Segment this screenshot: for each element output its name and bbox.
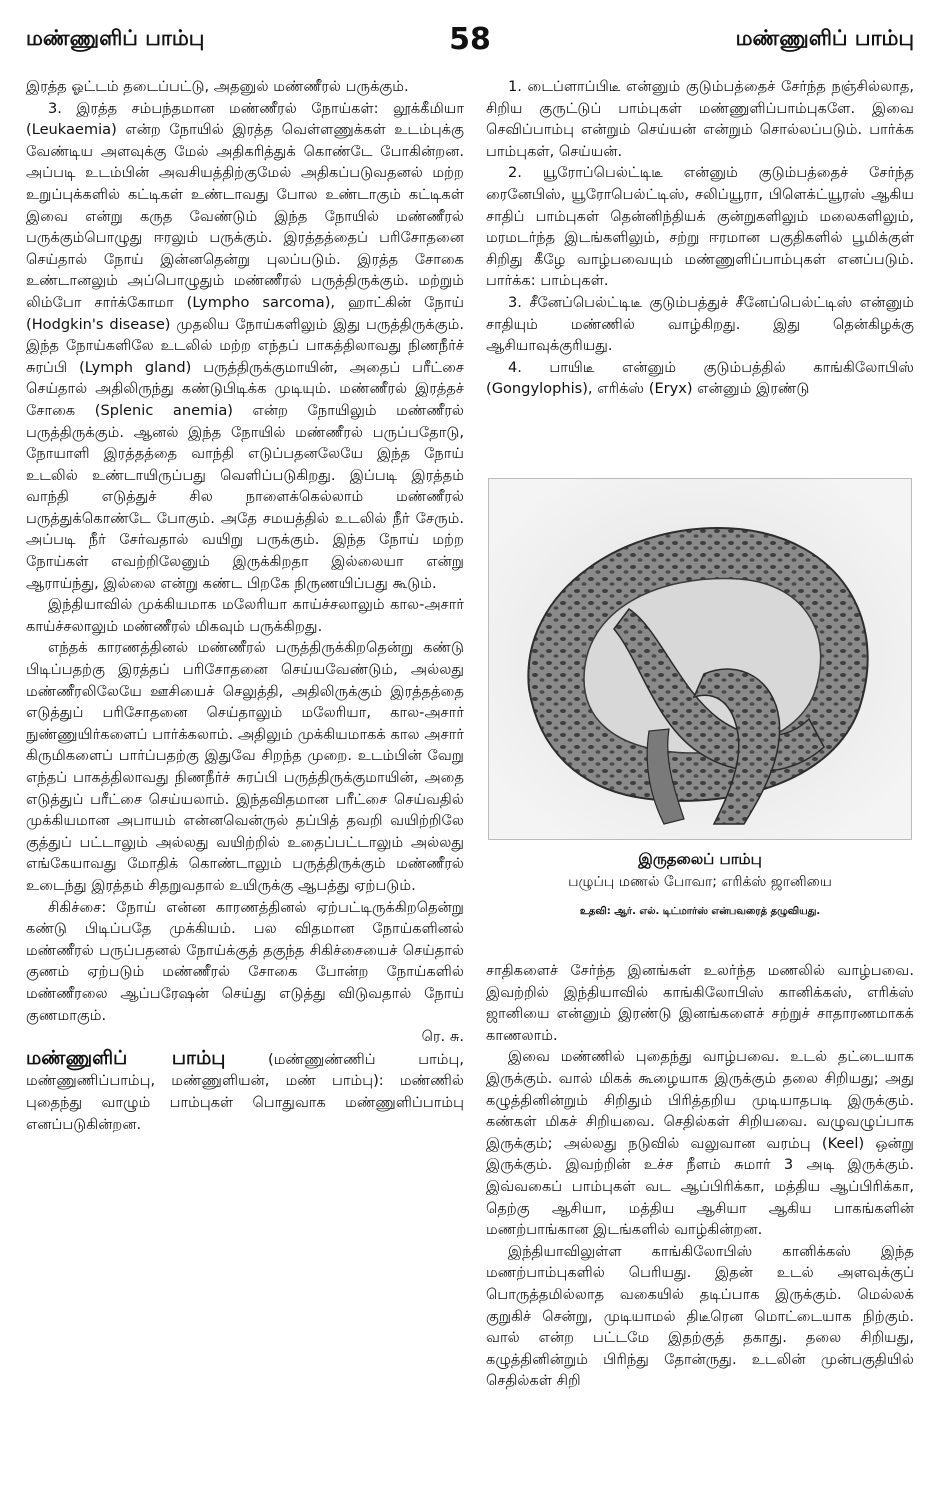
coiled-snake-illustration — [489, 479, 911, 839]
paragraph: 3. சீனேப்பெல்ட்டிடீ குடும்பத்துச் சீனேப்பெல்ட்டிஸ் என்னும் சாதியும் மண்ணில் வாழ்கிறது. இது தென்கிழக்கு ஆசியாவுக்குரியது. — [486, 293, 914, 355]
entry-text: மண்ணில் புதைந்து வாழும் பாம்புகள் பொதுவாக மண்ணுளிப்பாம்பு எனப்படுகின்றன. — [26, 1072, 464, 1133]
paragraph: எந்தக் காரணத்தினல் மண்ணீரல் பருத்திருக்கிறதென்று கண்டு பிடிப்பதற்கு இரத்தப் பரிசோதனை செய்யவேண்டும், அல்லது மண்ணீரலிலேயே ஊசியைச் செலுத்தி, அதிலிருக்கும் இரத்தத்தை எடுத்துப் பரிசோதனை செய்தாலும் மலேரியா, கால-அசார் நுண்ணுயிர்களைப் பார்க்கலாம். அதிலும் முக்கியமாகக் கால அசார் கிருமிகளைப் பார்ப்பதற்கு இதுவே சிறந்த முறை. உடம்பின் வேறு எந்தப் பாகத்திலாவது நிணநீர்ச் சுரப்பி பருத்திருக்குமாயின், அதை எடுத்துப் பரீட்சை செய்யலாம். இந்தவிதமான பரீட்சை செய்வதில் முக்கியமான அபாயம் என்னவென்ருல் தப்பித் தவறி வயிற்றிலே குத்துப் பட்டாலும் அல்லது வயிற்றில் உதைப்பட்டாலும் அல்லது எங்கேயாவது மோதிக் கொண்டாலும் பருத்திருக்கும் மண்ணீரல் உடைந்து இரத்தம் சிதறுவதால் உயிருக்கு ஆபத்து ஏற்படும். — [26, 639, 464, 894]
author-signature: ரெ. சு. — [421, 1028, 464, 1046]
page-header — [26, 22, 914, 62]
running-head-right: மண்ணுளிப் பாம்பு — [735, 26, 914, 50]
paragraph: சிகிச்சை: நோய் என்ன காரணத்தினல் ஏற்பட்டிருக்கிறதென்று கண்டு பிடிப்பதே முக்கியம். பல விதமான நோய்களினல் மண்ணீரல் பருப்பதனல் நோய்க்குத் தகுந்த சிகிச்சையைச் செய்தால் குணம் ஏற்படும் மண்ணீரல் சோகை போன்ற நோய்களில் மண்ணீரலை ஆப்பரேஷன் செய்து எடுத்து விடுவதால் நோய் குணமாகும். — [26, 898, 464, 1024]
paragraph: 2. யூரோப்பெல்ட்டிடீ என்னும் குடும்பத்தைச் சேர்ந்த ரைனேபிஸ், யூரோபெல்ட்டிஸ், சலிப்யூரா, பிளெக்ட்யூரஸ் ஆகிய சாதிப் பாம்புகள் தென்னிந்தியக் குன்றுகளிலும் மலைகளிலும், மரமடர்ந்த இடங்களிலும், சற்று ஈரமான பகுதிகளில் பூமிக்குள் சிறிது கீழே வாழ்பவையும் மண்ணுளிப்பாம்புகள் எனப்படும். பார்க்க: பாம்புகள். — [486, 164, 914, 290]
running-head-left: மண்ணுளிப் பாம்பு — [26, 26, 205, 50]
right-column-top — [486, 76, 914, 476]
figure-caption-title: இருதலைப் பாம்பு — [638, 850, 762, 868]
paragraph: சாதிகளைச் சேர்ந்த இனங்கள் உலர்ந்த மணலில் வாழ்பவை. இவற்றில் இந்தியாவில் காங்கிலோபிஸ் கானிக்கஸ், எரிக்ஸ் ஜானியை என்னும் இரண்டு இனங்களைச் சற்றுச் சாதாரணமாகக் காணலாம். — [486, 962, 914, 1044]
paragraph: 4. பாயிடீ என்னும் குடும்பத்தில் காங்கிலோபிஸ் (Gongylophis), எரிக்ஸ் (Eryx) என்னும் இரண்டு — [486, 358, 914, 398]
paragraph: இரத்த ஓட்டம் தடைப்பட்டு, அதனுல் மண்ணீரல் பருக்கும். — [26, 78, 409, 95]
snake-photo — [488, 478, 912, 840]
paragraph: 3. இரத்த சம்பந்தமான மண்ணீரல் நோய்கள்: லூக்கீமியா (Leukaemia) என்ற நோயில் இரத்த வெள்ளணுக்கள் உடம்புக்கு வேண்டிய அளவுக்கு மேல் அதிகரித்துக் கொண்டே போகின்றன. அப்படி உடம்பின் அவசியத்திற்குமேல் அதிகப்படுவதனல் மற்ற உறுப்புக்களில் கட்டிகள் உண்டாவது போல உண்டாகும் கட்டிகள் இவை என்று கருத வேண்டும் இந்த நோயில் மண்ணீரல் பருக்கும்பொழுது ஈரலும் பருக்கும். இரத்தத்தைப் பரிசோதனை செய்தால் நோய் இன்னதென்று புலப்படும். இரத்த சோகை உண்டானலும் அப்பொழுதும் மண்ணீரல் பருத்திருக்கும். மற்றும் லிம்போ சார்க்கோமா (Lympho sarcoma), ஹாட்கின் நோய் (Hodgkin's disease) முதலிய நோய்களிலும் இது பருத்திருக்கும். இந்த நோய்களிலே உடலில் மற்ற எந்தப் பாகத்திலாவது நிணநீர்ச் சுரப்பி (Lymph gland) பருத்திருக்குமாயின், அதைப் பரீட்சை செய்தால் அதிலிருந்து கண்டுபிடிக்க முடியும். மண்ணீரல் இரத்தச் சோகை (Splenic anemia) என்ற நோயிலும் மண்ணீரல் பருத்திருக்கும். ஆனல் இந்த நோயில் மண்ணீரல் பருப்பதோடு, நோயாளி இரத்தத்தை வாந்தி எடுப்பதனலேயே இந்த நோய் உடலில் உண்டாயிருப்பது வெளிப்படுகிறது. இப்படி இரத்தம் வாந்தி எடுத்துச் சில நாளைக்கெல்லாம் மண்ணீரல் பருத்துக்கொண்டே போகும். அதே சமயத்தில் உடலில் நீர் சேரும். அப்படி நீர் சேர்வதால் வயிறு பருக்கும். இந்த நோய் மற்ற நோய்கள் எவற்றிலேனும் இருக்கிறதா இல்லையா என்று ஆராய்ந்து, இல்லை என்று கண்ட பிறகே நிருணயிப்பது கூடும். — [26, 99, 464, 592]
paragraph: இந்தியாவிலுள்ள காங்கிலோபிஸ் கானிக்கஸ் இந்த மணற்பாம்புகளில் பெரியது. இதன் உடல் அளவுக்குப் பொருத்தமில்லாத வகையில் தடிப்பாக இருக்கும். மெல்லக் குறுகிச் சென்று, முடியாமல் திடீரென மொட்டையாக நிற்கும். வால் என்ற பட்டமே இதற்குத் தகாது. தலை சிறியது, கழுத்தினின்றும் பிரிந்து தோன்ருது. உடலின் முன்பகுதியில் செதில்கள் சிறி — [486, 1242, 914, 1390]
paragraph: 1. டைப்ளாப்பிடீ என்னும் குடும்பத்தைச் சேர்ந்த நஞ்சில்லாத, சிறிய குருட்டுப் பாம்புகள் மண்ணுளிப்பாம்புகளே. இவை செவிப்பாம்பு என்றும் செய்யன் என்றும் சொல்லப்படும். பார்க்க பாம்புகள், செய்யன். — [486, 78, 914, 160]
figure-caption-credit: உதவி: ஆர். எல். டிட்மார்ஸ் என்பவரைத் தழுவியது. — [579, 906, 821, 917]
paragraph: இவை மண்ணில் புதைந்து வாழ்பவை. உடல் தட்டையாக இருக்கும். வால் மிகக் கூழையாக இருக்கும் தலை சிறியது; அது கழுத்தினின்றும் சிறிதும் பிரித்தறிய முடியாதபடி இருக்கும். கண்கள் மிகச் சிறியவை. செதில்கள் சிறியவை. வழுவழுப்பாக இருக்கும்; அல்லது நடுவில் வலுவான வரம்பு (Keel) ஒன்று இருக்கும். இவற்றின் உச்ச நீளம் சுமார் 3 அடி இருக்கும். இவ்வகைப் பாம்புகள் வட ஆப்பிரிக்கா, மத்திய ஆப்பிரிக்கா, தெற்கு ஆசியா, மத்திய ஆசியா ஆகிய பாகங்களின் மணற்பாங்கான இடங்களில் வாழ்கின்றன. — [486, 1048, 914, 1239]
paragraph: இந்தியாவில் முக்கியமாக மலேரியா காய்ச்சலாலும் கால-அசார் காய்ச்சலாலும் மண்ணீரல் மிகவும் பருக்கிறது. — [26, 596, 464, 635]
page-number: 58 — [449, 22, 491, 57]
entry-title: மண்ணுளிப் பாம்பு — [26, 1046, 226, 1069]
right-column-bottom — [486, 960, 914, 1420]
figure-caption-subtitle: பழுப்பு மணல் போவா; எரிக்ஸ் ஜானியை — [568, 874, 832, 890]
left-column — [26, 76, 464, 1476]
entry-alt-names: (மண்ணுண்ணிப் பாம்பு, மண்ணுணிப்பாம்பு, மண்ணுளியன், மண் பாம்பு): — [26, 1050, 464, 1090]
